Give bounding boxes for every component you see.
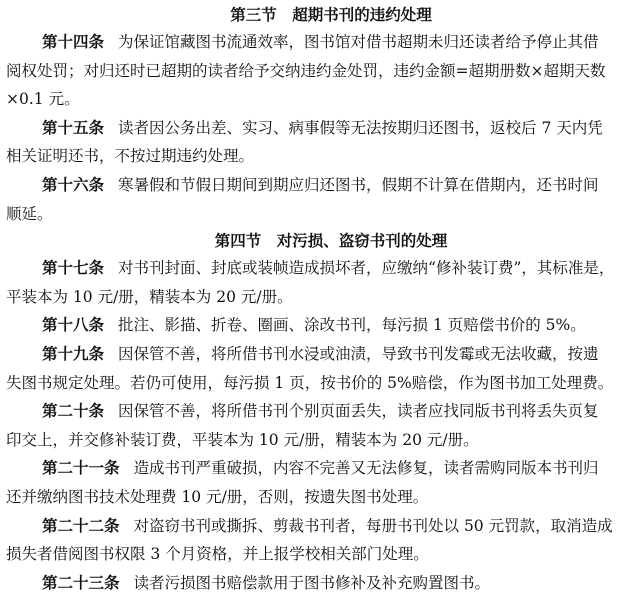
- article-21: [6, 454, 620, 511]
- article-14-line-1: 第十四条 为保证馆藏图书流通效率，图书馆对借书超期未归还读者给予停止其借: [42, 32, 599, 51]
- article-19-line-1: 第十九条 因保管不善，将所借书刊水浸或油渍，导致书刊发霉或无法收藏，按遗: [42, 343, 599, 363]
- article-17-line-1: 第十七条 对书刊封面、封底或装帧造成损坏者，应缴纳“修补装订费”，其标准是，: [42, 258, 615, 278]
- article-16-number: 第十六条: [42, 174, 105, 194]
- article-15: [6, 114, 620, 171]
- article-22-line-1: 第二十二条 对盗窃书刊或撕拆、剪裁书刊者，每册书刊处以 50 元罚款，取消造成: [42, 515, 613, 535]
- article-21-line-1: 第二十一条 造成书刊严重破损，内容不完善又无法修复，读者需购同版本书刊归: [42, 458, 599, 478]
- article-22-number: 第二十二条: [42, 515, 120, 535]
- article-19-line-2: 失图书规定处理。若仍可使用，每污损 1 页，按书价的 5%赔偿，作为图书加工处理费。: [6, 373, 614, 392]
- article-15-line-1: 第十五条 读者因公务出差、实习、病事假等无法按期归还图书，返校后 7 天内凭: [42, 117, 603, 137]
- article-17-number: 第十七条: [42, 258, 105, 278]
- article-22-line-2: 损失者借阅图书权限 3 个月资格，并上报学校相关部门处理。: [6, 545, 429, 564]
- article-19-number: 第十九条: [42, 343, 105, 363]
- article-20-number: 第二十条: [42, 401, 105, 421]
- article-17: [6, 254, 620, 311]
- article-15-number: 第十五条: [42, 117, 105, 137]
- article-14-line-2: 阅权处罚；对归还时已超期的读者给予交纳违约金处罚，违约金额=超期册数×超期天数: [6, 61, 606, 80]
- article-23: [42, 569, 620, 597]
- article-21-line-2: 还并缴纳图书技术处理费 10 元/册，否则，按遗失图书处理。: [6, 487, 429, 506]
- article-19: [6, 340, 620, 397]
- article-18-number: 第十八条: [42, 315, 105, 335]
- article-16: [6, 171, 620, 228]
- article-23-number: 第二十三条: [42, 572, 120, 592]
- article-22: [6, 512, 620, 569]
- article-16-line-1: 第十六条 寒暑假和节假日期间到期应归还图书，假期不计算在借期内，还书时间: [42, 174, 599, 194]
- article-18-line-1: 第十八条 批注、影描、折卷、圈画、涂改书刊，每污损 1 页赔偿书价的 5%。: [42, 315, 586, 335]
- article-16-line-2: 顺延。: [6, 204, 53, 223]
- section-4-title: 第四节 对污损、盗窃书刊的处理: [214, 231, 448, 251]
- article-18: [42, 311, 620, 340]
- article-20-line-2: 印交上，并交修补装订费，平装本为 10 元/册，精装本为 20 元/册。: [6, 430, 479, 449]
- article-14-number: 第十四条: [42, 32, 105, 51]
- article-17-line-2: 平装本为 10 元/册，精装本为 20 元/册。: [6, 287, 293, 306]
- article-20-line-1: 第二十条 因保管不善，将所借书刊个别页面丢失，读者应找同版书刊将丢失页复: [42, 401, 599, 421]
- article-20: [6, 397, 620, 454]
- article-21-number: 第二十一条: [42, 458, 120, 478]
- article-15-line-2: 相关证明还书，不按过期违约处理。: [6, 147, 255, 166]
- article-14: [6, 28, 620, 114]
- article-23-line-1: 第二十三条 读者污损图书赔偿款用于图书修补及补充购置图书。: [42, 572, 491, 592]
- section-3-title: 第三节 超期书刊的违约处理: [230, 5, 432, 24]
- article-14-line-3: ×0.1 元。: [6, 90, 80, 109]
